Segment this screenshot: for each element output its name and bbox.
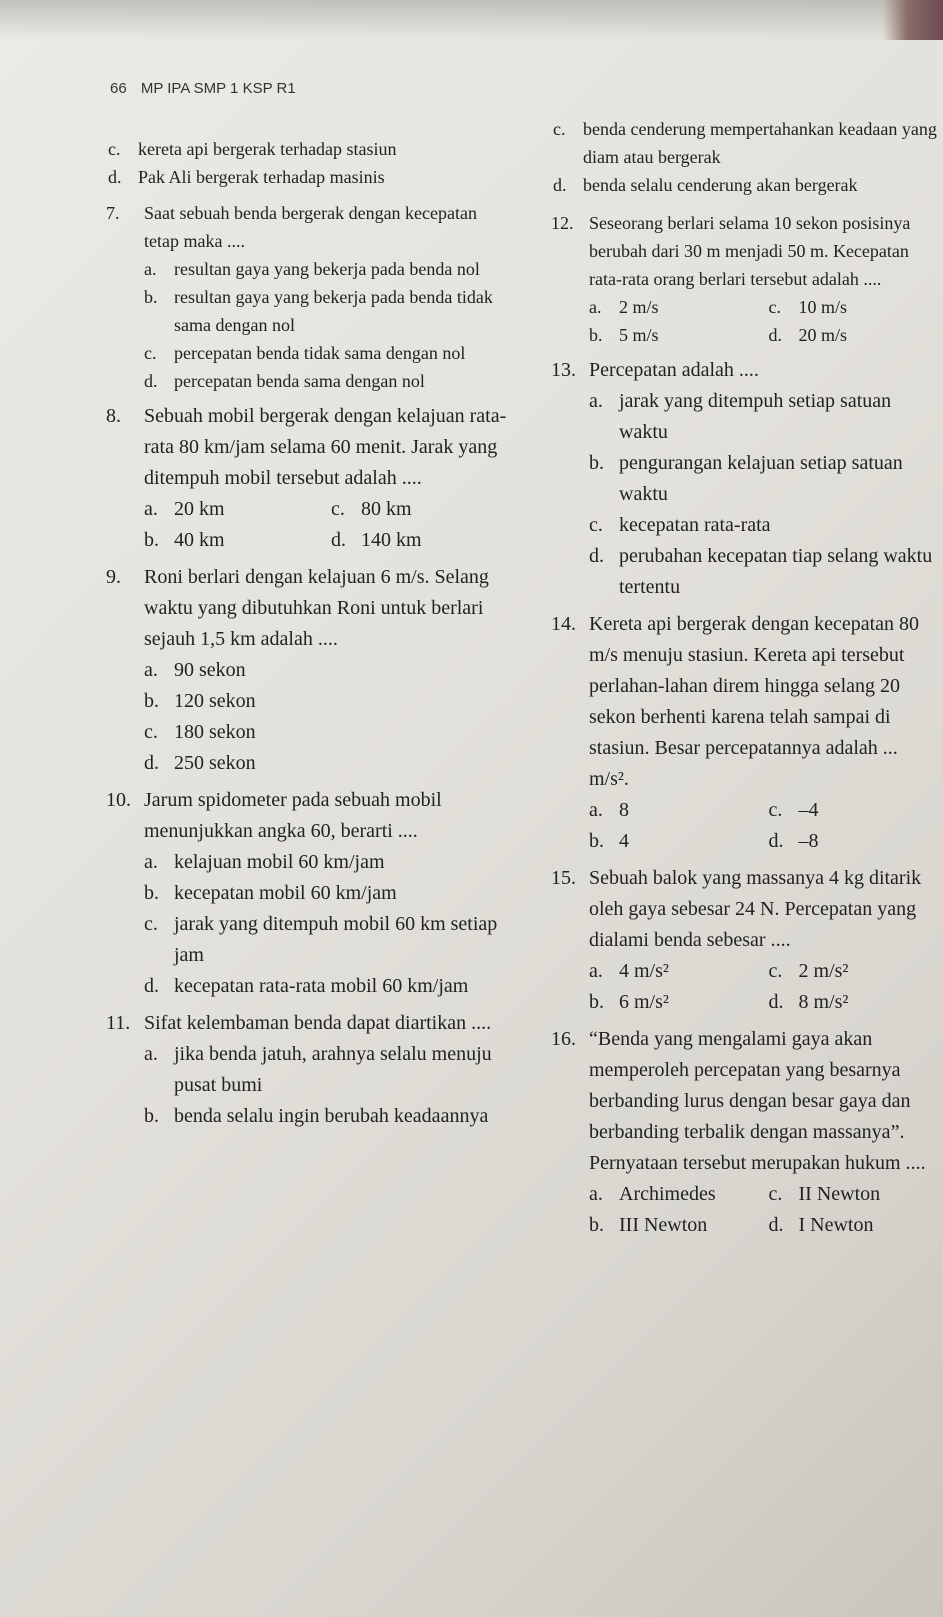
option: b. 4	[589, 830, 629, 852]
right-column	[553, 115, 938, 1241]
option: b. benda selalu ingin berubah keadaannya	[144, 1105, 489, 1127]
q11-tail	[553, 115, 938, 199]
option: d. –8	[768, 830, 819, 852]
left-column	[108, 135, 508, 1132]
option: d. perubahan kecepatan tiap selang waktu tertentu	[589, 545, 933, 598]
question-8: 8. Sebuah mobil bergerak dengan kelajuan rata-rata 80 km/jam selama 60 menit. Jarak yang ditempuh mobil tersebut adalah .... a. 20 km c. 80 km b. 40 km d. 140 km	[108, 401, 508, 556]
option: a. 2 m/s	[589, 297, 659, 317]
question-7: 7. Saat sebuah benda bergerak dengan kecepatan tetap maka .... a. resultan gaya yang bekerja pada benda nol b. resultan gaya yang bekerja pada benda tidak sama dengan nol c. percepatan benda tidak sama dengan nol d. percepatan benda sama dengan nol	[108, 199, 508, 395]
option: d. 8 m/s²	[768, 991, 849, 1013]
option: c. kecepatan rata-rata	[589, 514, 771, 536]
option: c. –4	[768, 799, 819, 821]
question-text: Sebuah mobil bergerak dengan kelajuan rata-rata 80 km/jam selama 60 menit. Jarak yang ditempuh mobil tersebut adalah ....	[144, 405, 507, 489]
question-text: Sifat kelembaman benda dapat diartikan ....	[144, 1012, 492, 1034]
option: a. Archimedes	[589, 1183, 716, 1205]
option: c. II Newton	[768, 1183, 881, 1205]
option: d. benda selalu cenderung akan bergerak	[553, 175, 858, 195]
option: c. percepatan benda tidak sama dengan nol	[144, 343, 466, 363]
option: c. 80 km	[331, 498, 412, 520]
option: b. pengurangan kelajuan setiap satuan waktu	[589, 452, 903, 505]
question-text: Jarum spidometer pada sebuah mobil menunjukkan angka 60, berarti ....	[144, 789, 442, 842]
option: d. 20 m/s	[768, 325, 848, 345]
question-11: 11. Sifat kelembaman benda dapat diartikan .... a. jika benda jatuh, arahnya selalu menuju pusat bumi b. benda selalu ingin berubah keadaannya	[108, 1008, 508, 1132]
option: d. 140 km	[331, 529, 422, 551]
question-12: 12. Seseorang berlari selama 10 sekon posisinya berubah dari 30 m menjadi 50 m. Kecepatan rata-rata orang berlari tersebut adalah .... a. 2 m/s c. 10 m/s b. 5 m/s d. 20 m/s	[553, 209, 938, 349]
option: a. kelajuan mobil 60 km/jam	[144, 851, 385, 873]
question-16: 16. “Benda yang mengalami gaya akan memperoleh percepatan yang besarnya berbanding lurus dengan besar gaya dan berbanding terbalik dengan massanya”. Pernyataan tersebut merupakan hukum .... a. Archimedes c. II Newton b. III Newton d. I Newton	[553, 1024, 938, 1241]
question-13: 13. Percepatan adalah .... a. jarak yang ditempuh setiap satuan waktu b. pengurangan kelajuan setiap satuan waktu c. kecepatan rata-rata d. perubahan kecepatan tiap selang waktu tertentu	[553, 355, 938, 603]
option: c. benda cenderung mempertahankan keadaan yang diam atau bergerak	[553, 119, 937, 167]
option: b. kecepatan mobil 60 km/jam	[144, 882, 397, 904]
q6-tail	[108, 135, 508, 191]
option: a. 8	[589, 799, 629, 821]
option: b. 6 m/s²	[589, 991, 669, 1013]
option: a. 4 m/s²	[589, 960, 669, 982]
page-number: 66	[110, 80, 127, 97]
option: d. I Newton	[768, 1214, 874, 1236]
option: d. 250 sekon	[144, 752, 256, 774]
option: a. 90 sekon	[144, 659, 246, 681]
question-14: 14. Kereta api bergerak dengan kecepatan 80 m/s menuju stasiun. Kereta api tersebut perlahan-lahan direm hingga selang 20 sekon berhenti karena telah sampai di stasiun. Besar percepatannya adalah ... m/s². a. 8 c. –4 b. 4 d. –8	[553, 609, 938, 857]
option: c. jarak yang ditempuh mobil 60 km setiap jam	[144, 913, 498, 966]
option: c. 180 sekon	[144, 721, 256, 743]
option: d. kecepatan rata-rata mobil 60 km/jam	[144, 975, 469, 997]
question-text: Seseorang berlari selama 10 sekon posisinya berubah dari 30 m menjadi 50 m. Kecepatan rata-rata orang berlari tersebut adalah ....	[589, 213, 911, 289]
book-title: MP IPA SMP 1 KSP R1	[140, 80, 296, 97]
option: b. 120 sekon	[144, 690, 256, 712]
option: a. jarak yang ditempuh setiap satuan waktu	[589, 390, 892, 443]
option: b. III Newton	[589, 1214, 708, 1236]
option: b. resultan gaya yang bekerja pada benda tidak sama dengan nol	[144, 287, 493, 335]
question-text: “Benda yang mengalami gaya akan memperoleh percepatan yang besarnya berbanding lurus dengan besar gaya dan berbanding terbalik dengan massanya”. Pernyataan tersebut merupakan hukum ....	[589, 1028, 926, 1174]
option: c. kereta api bergerak terhadap stasiun	[108, 139, 397, 159]
question-text: Roni berlari dengan kelajuan 6 m/s. Selang waktu yang dibutuhkan Roni untuk berlari sejauh 1,5 km adalah ....	[144, 566, 489, 650]
option: b. 5 m/s	[589, 325, 659, 345]
option: b. 40 km	[144, 529, 225, 551]
question-10: 10. Jarum spidometer pada sebuah mobil menunjukkan angka 60, berarti .... a. kelajuan mobil 60 km/jam b. kecepatan mobil 60 km/jam c. jarak yang ditempuh mobil 60 km setiap jam d. kecepatan rata-rata mobil 60 km/jam	[108, 785, 508, 1002]
option: a. 20 km	[144, 498, 225, 520]
question-text: Sebuah balok yang massanya 4 kg ditarik oleh gaya sebesar 24 N. Percepatan yang dialami benda sebesar ....	[589, 867, 922, 951]
page-corner	[883, 0, 943, 40]
option: c. 10 m/s	[768, 297, 848, 317]
question-text: Percepatan adalah ....	[589, 359, 759, 381]
question-text: Kereta api bergerak dengan kecepatan 80 m/s menuju stasiun. Kereta api tersebut perlahan-lahan direm hingga selang 20 sekon berhenti karena telah sampai di stasiun. Besar percepatannya adalah ... m/s².	[589, 613, 920, 790]
option: d. percepatan benda sama dengan nol	[144, 371, 425, 391]
page-header	[110, 80, 296, 97]
option: a. resultan gaya yang bekerja pada benda nol	[144, 259, 480, 279]
option: a. jika benda jatuh, arahnya selalu menuju pusat bumi	[144, 1043, 492, 1096]
question-9: 9. Roni berlari dengan kelajuan 6 m/s. Selang waktu yang dibutuhkan Roni untuk berlari sejauh 1,5 km adalah .... a. 90 sekon b. 120 sekon c. 180 sekon d. 250 sekon	[108, 562, 508, 779]
option: d. Pak Ali bergerak terhadap masinis	[108, 167, 385, 187]
question-text: Saat sebuah benda bergerak dengan kecepatan tetap maka ....	[144, 203, 478, 251]
option: c. 2 m/s²	[768, 960, 849, 982]
page-shadow	[0, 0, 943, 40]
question-15: 15. Sebuah balok yang massanya 4 kg ditarik oleh gaya sebesar 24 N. Percepatan yang dialami benda sebesar .... a. 4 m/s² c. 2 m/s² b. 6 m/s² d. 8 m/s²	[553, 863, 938, 1018]
